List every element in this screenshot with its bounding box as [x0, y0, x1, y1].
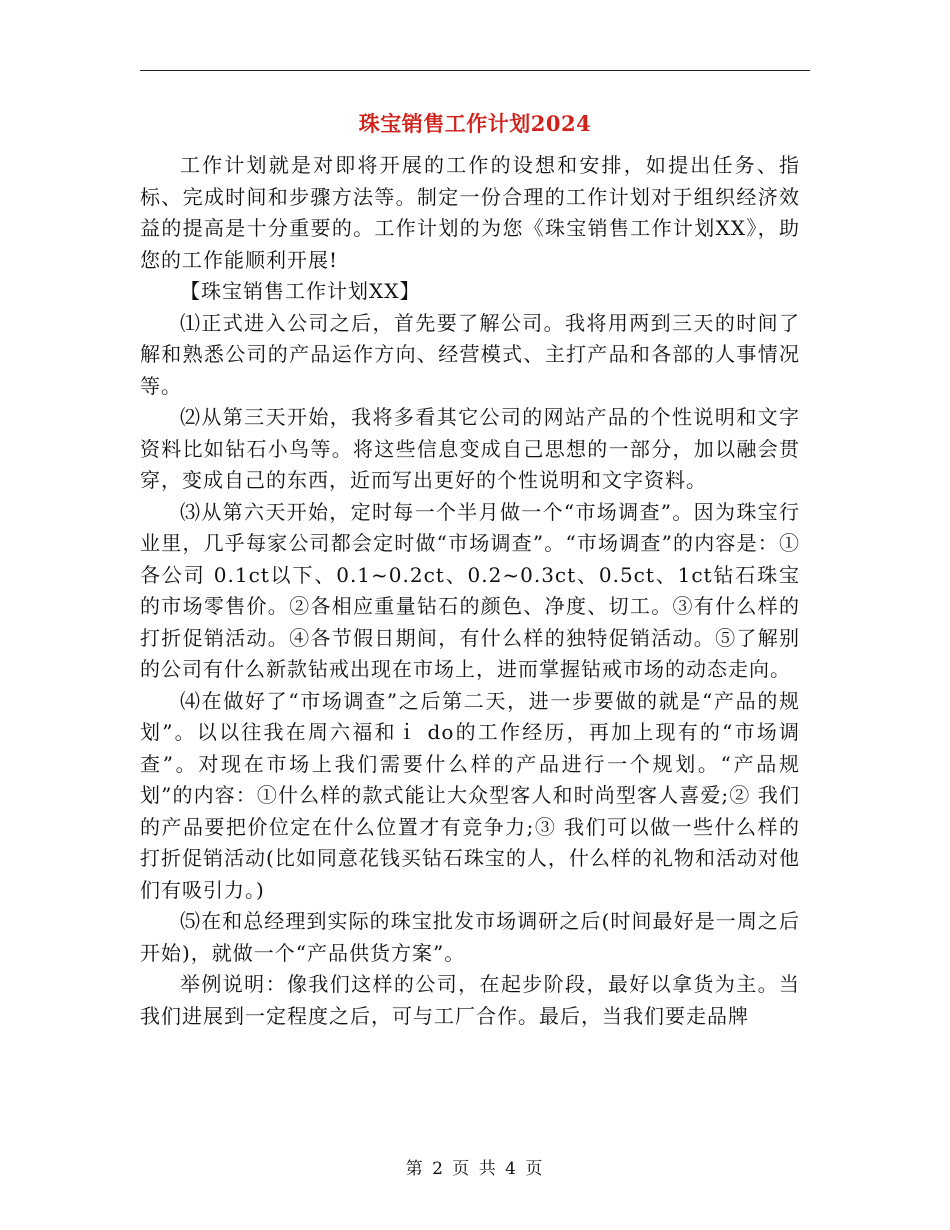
paragraph-step-3: ⑶从第六天开始，定时每一个半月做一个“市场调查”。因为珠宝行业里，几乎每家公司都会定时做“市场调查”。“市场调查”的内容是：①各公司 0.1ct以下、0.1~0.2ct、0.2~0.3ct、0.5ct、1ct钻石珠宝的市场零售价。②各相应重量钻石的颜色、净度、切工。③有什么样的打折促销活动。④各节假日期间，有什么样的独特促销活动。⑤了解别的公司有什么新款钻戒出现在市场上，进而掌握钻戒市场的动态走向。: [140, 499, 800, 681]
paragraph-intro: 工作计划就是对即将开展的工作的设想和安排，如提出任务、指标、完成时间和步骤方法等。制定一份合理的工作计划对于组织经济效益的提高是十分重要的。工作计划的为您《珠宝销售工作计划XX》，助您的工作能顺利开展!: [140, 153, 800, 272]
paragraph-heading: 【珠宝销售工作计划XX】: [180, 279, 421, 303]
page-footer: 第 2 页 共 4 页: [405, 1159, 545, 1179]
paragraph-step-1: ⑴正式进入公司之后，首先要了解公司。我将用两到三天的时间了解和熟悉公司的产品运作方向、经营模式、主打产品和各部的人事情况等。: [140, 310, 800, 398]
paragraph-example: 举例说明：像我们这样的公司，在起步阶段，最好以拿货为主。当我们进展到一定程度之后，可与工厂合作。最后，当我们要走品牌: [140, 972, 800, 1028]
header-rule: [140, 70, 810, 71]
document-title: 珠宝销售工作计划2024: [358, 111, 592, 136]
paragraph-step-2: ⑵从第三天开始，我将多看其它公司的网站产品的个性说明和文字资料比如钻石小鸟等。将这些信息变成自己思想的一部分，加以融会贯穿，变成自己的东西，近而写出更好的个性说明和文字资料。: [140, 405, 800, 492]
document-body: [140, 150, 800, 1032]
paragraph-step-4: ⑷在做好了“市场调查”之后第二天，进一步要做的就是“产品的规划”。以以往我在周六福和ｉ do的工作经历，再加上现有的“市场调查”。对现在市场上我们需要什么样的产品进行一个规划。“产品规划”的内容：①什么样的款式能让大众型客人和时尚型客人喜爱;② 我们的产品要把价位定在什么位置才有竞争力;③ 我们可以做一些什么样的打折促销活动(比如同意花钱买钻石珠宝的人，什么样的礼物和活动对他们有吸引力。): [140, 688, 800, 902]
paragraph-step-5: ⑸在和总经理到实际的珠宝批发市场调研之后(时间最好是一周之后开始)，就做一个“产品供货方案”。: [140, 909, 800, 965]
